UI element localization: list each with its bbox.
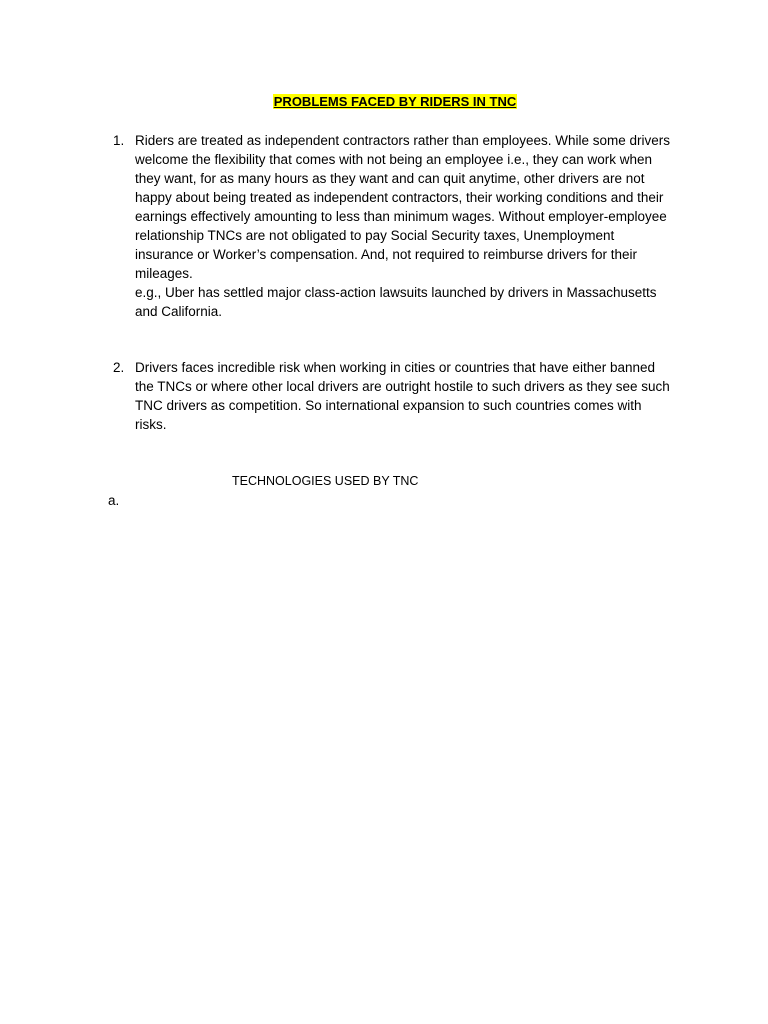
- list-item: [113, 358, 673, 434]
- document-title: [0, 93, 768, 111]
- list-item-body: [135, 358, 673, 434]
- list-item: [113, 131, 673, 321]
- list-item-number: 2.: [113, 360, 125, 375]
- section-subheading: TECHNOLOGIES USED BY TNC: [232, 474, 419, 488]
- list-item-paragraph: Riders are treated as independent contractors rather than employees. While some drivers welcome the flexibility that comes with not being an employee i.e., they can work when they want, for as many hours as they want and can quit anytime, other drivers are not happy about being treated as independent contractors, their working conditions and their earnings effectively amounting to less than minimum wages. Without employer-employee relationship TNCs are not obligated to pay Social Security taxes, Unemployment insurance or Worker’s compensation. And, not required to reimburse drivers for their mileages.: [135, 133, 671, 281]
- list-item-paragraph: Drivers faces incredible risk when working in cities or countries that have either banned the TNCs or where other local drivers are outright hostile to such drivers as they see such TNC drivers as competition. So international expansion to such countries comes with risks.: [135, 360, 670, 432]
- list-marker: a.: [108, 493, 120, 508]
- list-item-example: e.g., Uber has settled major class-action lawsuits launched by drivers in Massachusetts and California.: [135, 285, 657, 319]
- list-item-number: 1.: [113, 133, 125, 148]
- document-title-text: PROBLEMS FACED BY RIDERS IN TNC: [273, 94, 517, 109]
- list-item-body: [135, 131, 673, 321]
